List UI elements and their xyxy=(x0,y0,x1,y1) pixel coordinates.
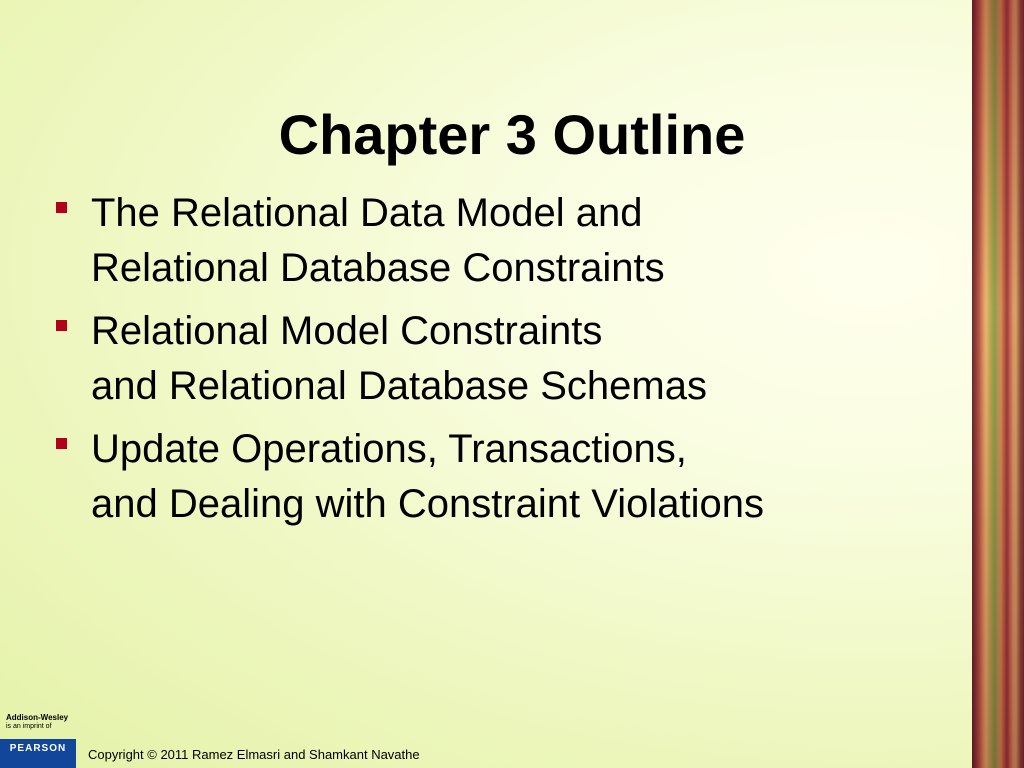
square-bullet-icon xyxy=(56,202,67,213)
copyright-notice: Copyright © 2011 Ramez Elmasri and Shamkant Navathe xyxy=(88,747,420,762)
square-bullet-icon xyxy=(56,320,67,331)
square-bullet-icon xyxy=(56,438,67,449)
bullet-text-line: and Dealing with Constraint Violations xyxy=(91,482,764,526)
publisher-logo xyxy=(0,711,78,768)
publisher-imprint-text: is an imprint of xyxy=(6,723,52,730)
bullet-text-line: The Relational Data Model and xyxy=(91,191,643,235)
bullet-text-line: Relational Database Constraints xyxy=(91,246,665,290)
bullet-item xyxy=(56,304,956,414)
bullet-text-line: Update Operations, Transactions, xyxy=(91,427,687,471)
decorative-side-stripe xyxy=(972,0,1024,768)
publisher-name: Addison-Wesley xyxy=(6,713,69,722)
bullet-text-line: and Relational Database Schemas xyxy=(91,364,707,408)
bullet-item xyxy=(56,186,956,296)
pearson-brand-text: PEARSON xyxy=(9,743,67,754)
bullet-list xyxy=(56,186,956,540)
pearson-logo xyxy=(0,739,76,768)
bullet-item xyxy=(56,422,956,532)
bullet-text-line: Relational Model Constraints xyxy=(91,309,603,353)
slide-title: Chapter 3 Outline xyxy=(278,102,746,166)
